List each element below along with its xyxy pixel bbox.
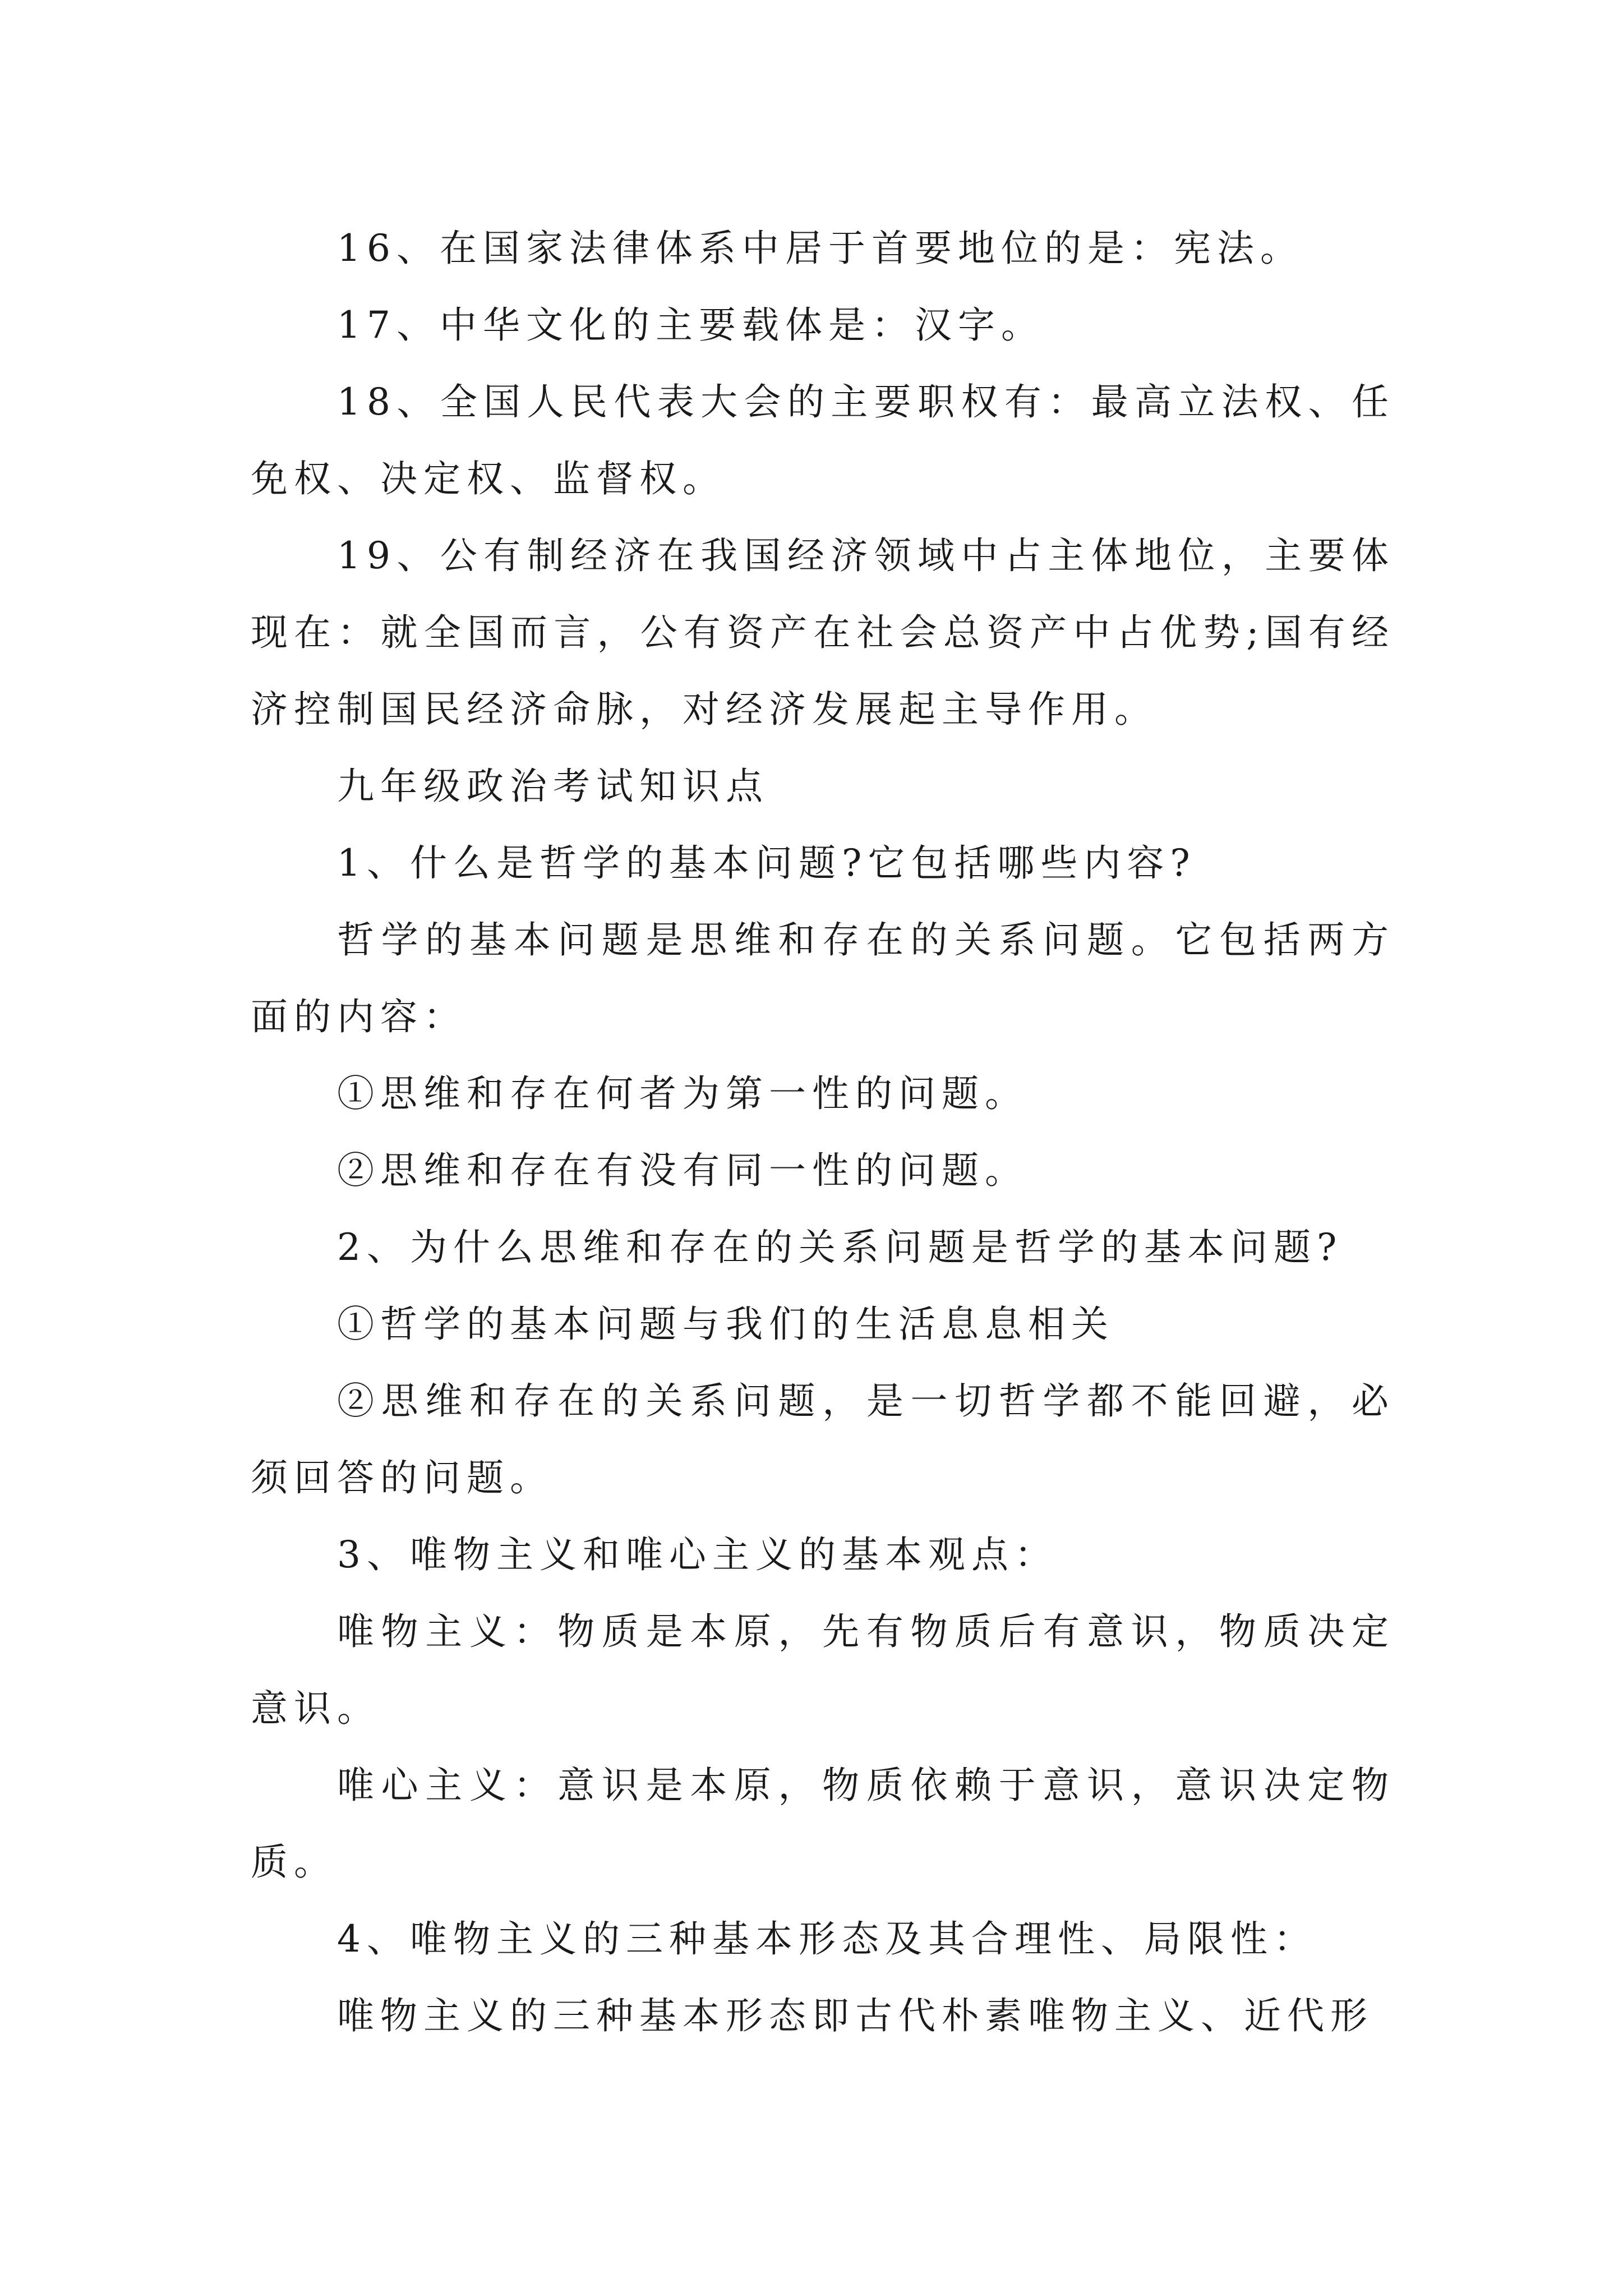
answer-2-point-1: ①哲学的基本问题与我们的生活息息相关 — [337, 1303, 1114, 1346]
question-1: 1、什么是哲学的基本问题?它包括哪些内容? — [337, 841, 1196, 885]
section-heading: 九年级政治考试知识点 — [337, 765, 769, 808]
question-4: 4、唯物主义的三种基本形态及其合理性、局限性： — [337, 1917, 1317, 1961]
document-body — [251, 210, 1395, 2054]
answer-4: 唯物主义的三种基本形态即古代朴素唯物主义、近代形 — [337, 1994, 1373, 2037]
answer-2-point-2: ②思维和存在的关系问题，是一切哲学都不能回避，必须回答的问题。 — [251, 1379, 1395, 1499]
question-3: 3、唯物主义和唯心主义的基本观点： — [337, 1533, 1058, 1576]
question-2: 2、为什么思维和存在的关系问题是哲学的基本问题? — [337, 1226, 1343, 1269]
paragraph-item-18: 18、全国人民代表大会的主要职权有：最高立法权、任免权、决定权、监督权。 — [251, 380, 1395, 500]
answer-1: 哲学的基本问题是思维和存在的关系问题。它包括两方面的内容： — [251, 918, 1395, 1038]
paragraph-item-19: 19、公有制经济在我国经济领域中占主体地位，主要体现在：就全国而言，公有资产在社会总资产中占优势;国有经济控制国民经济命脉，对经济发展起主导作用。 — [251, 534, 1395, 731]
answer-1-point-2: ②思维和存在有没有同一性的问题。 — [337, 1149, 1028, 1192]
paragraph-item-17: 17、中华文化的主要载体是：汉字。 — [337, 303, 1044, 347]
paragraph-item-16: 16、在国家法律体系中居于首要地位的是：宪法。 — [337, 227, 1303, 270]
answer-1-point-1: ①思维和存在何者为第一性的问题。 — [337, 1072, 1028, 1115]
answer-3-idealism: 唯心主义：意识是本原，物质依赖于意识，意识决定物质。 — [251, 1764, 1395, 1884]
answer-3-materialism: 唯物主义：物质是本原，先有物质后有意识，物质决定意识。 — [251, 1610, 1395, 1730]
